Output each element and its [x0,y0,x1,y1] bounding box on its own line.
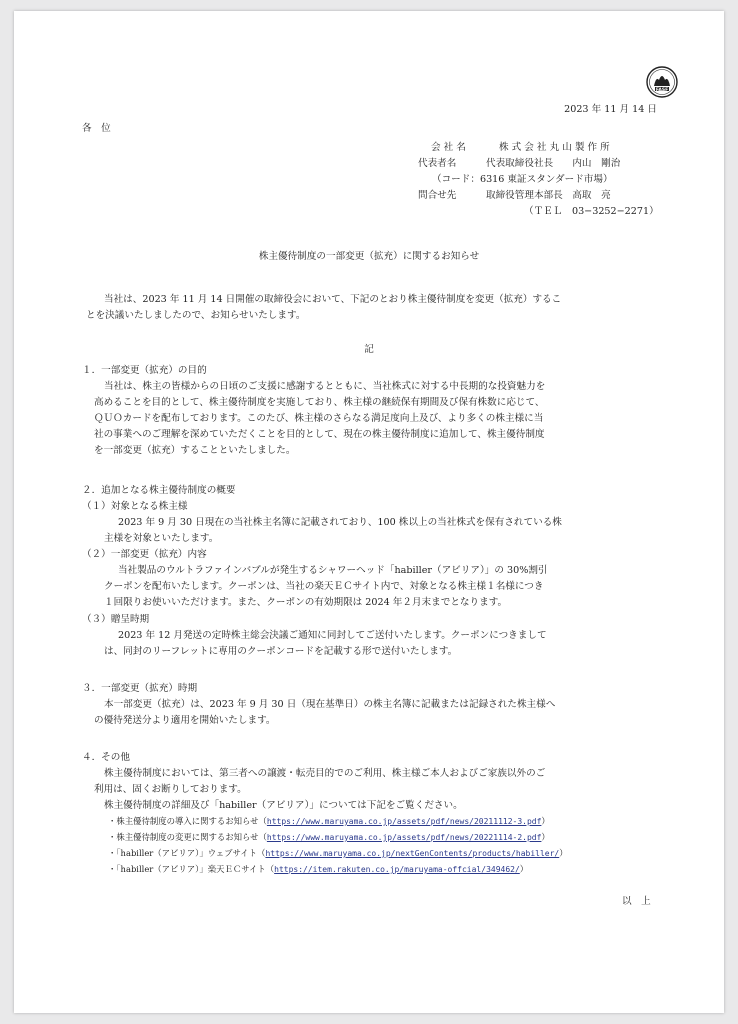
section-2-sub-2-line: クーポンを配布いたします。クーポンは、当社の楽天ＥＣサイト内で、対象となる株主様１名様につき [104,581,544,592]
section-3-line: 本一部変更（拡充）は、2023 年 9 月 30 日（現在基準日）の株主名簿に記載または記録された株主様へ [104,699,556,710]
section-3-line: の優待発送分より適用を開始いたします。 [94,715,276,726]
intro-line-2: とを決議いたしましたので、お知らせいたします。 [86,310,306,321]
company-name: 株 式 会 社 丸 山 製 作 所 [499,142,610,153]
reference-link-label: ・株主優待制度の変更に関するお知らせ（ [108,832,267,842]
reference-link-label: ・「habiller（アビリア）」楽天ＥＣサイト（ [108,864,275,874]
section-2-sub-1-heading: （１）対象となる株主様 [82,501,188,512]
logo-lettering: FASF [655,88,669,93]
section-1-line: 高めることを目的として、株主優待制度を実施しており、株主様の継続保有期間及び保有株数に応じて、 [94,397,545,408]
reference-link-close: ） [541,832,550,842]
company-name-row [431,140,610,156]
contact-row [418,188,611,204]
section-1-line: ＱＵＯカードを配布しております。このたび、株主様のさらなる満足度向上及び、より多くの株主様に当 [94,413,544,424]
document-date: 2023 年 11 月 14 日 [564,104,657,115]
section-4-line: 株主優待制度の詳細及び「habiller（アビリア）」については下記をご覧ください。 [104,800,463,811]
representative-label: 代表者名 [418,158,457,169]
reference-link-close: ） [541,816,550,826]
reference-link-url[interactable]: https://item.rakuten.co.jp/maruyama-offcial/349462/ [274,865,520,874]
section-1-line: を一部変更（拡充）することといたしました。 [94,445,296,456]
ki-mark: 記 [364,344,374,355]
section-2-sub-3-line: 2023 年 12 月発送の定時株主総会決議ご通知に同封してご送付いたします。クーポンにつきまして [118,630,547,641]
addressee: 各 位 [82,123,111,134]
document-title: 株主優待制度の一部変更（拡充）に関するお知らせ [258,251,480,262]
reference-link-close: ） [559,848,568,858]
reference-link-item [108,862,528,878]
section-1-heading: １．一部変更（拡充）の目的 [82,365,207,376]
company-logo [646,66,678,98]
section-4-line: 株主優待制度においては、第三者への譲渡・転売目的でのご利用、株主様ご本人およびご家族以外のご [104,768,546,779]
stock-code: （コード：6316 東証スタンダード市場） [432,174,613,185]
section-2-sub-2-line: １回限りお使いいただけます。また、クーポンの有効期限は 2024 年２月末までとなります。 [104,597,508,608]
section-2-sub-1-line: 主様を対象といたします。 [104,533,219,544]
reference-link-item [108,846,568,862]
section-1-line: 社の事業へのご理解を深めていただくことを目的として、現在の株主優待制度に追加して、株主優待制度 [94,429,545,440]
reference-link-label: ・株主優待制度の導入に関するお知らせ（ [108,816,267,826]
section-2-sub-3-line: は、同封のリーフレットに専用のクーポンコードを記載する形で送付いたします。 [104,646,458,657]
reference-link-label: ・「habiller（アビリア）」ウェブサイト（ [108,848,266,858]
representative-name: 代表取締役社長 内山 剛治 [486,158,621,169]
section-2-sub-3-heading: （３）贈呈時期 [82,614,150,625]
reference-link-url[interactable]: https://www.maruyama.co.jp/assets/pdf/news/20221114-2.pdf [266,833,542,842]
reference-link-url[interactable]: https://www.maruyama.co.jp/nextGenContents/products/habiller/ [265,849,560,858]
reference-link-close: ） [519,864,529,874]
contact-tel: （ＴＥＬ 03−3252−2271） [524,206,659,217]
reference-link-item [108,814,550,830]
section-2-sub-1-line: 2023 年 9 月 30 日現在の当社株主名簿に記載されており、100 株以上の当社株式を保有されている株 [118,517,562,528]
section-4-line: 利用は、固くお断りしております。 [94,784,247,795]
contact-person: 取締役管理本部長 高取 亮 [486,190,611,201]
contact-label: 問合せ先 [418,190,457,201]
section-1-line: 当社は、株主の皆様からの日頃のご支援に感謝するとともに、当社株式に対する中長期的な投資魅力を [104,381,546,392]
section-2-sub-2-heading: （２）一部変更（拡充）内容 [82,549,207,560]
section-3-heading: ３．一部変更（拡充）時期 [82,683,198,694]
document-page [14,11,724,1013]
intro-line-1: 当社は、2023 年 11 月 14 日開催の取締役会において、下記のとおり株主優待制度を変更（拡充）するこ [104,294,562,305]
representative-row [418,156,620,172]
section-4-heading: ４．その他 [82,752,130,763]
reference-link-item [108,830,550,846]
closing-mark: 以 上 [622,896,651,907]
company-name-label: 会 社 名 [431,142,466,153]
section-2-heading: ２．追加となる株主優待制度の概要 [82,485,236,496]
section-2-sub-2-line: 当社製品のウルトラファインバブルが発生するシャワーヘッド「habiller（アビリア）」の 30%割引 [118,565,548,576]
reference-link-url[interactable]: https://www.maruyama.co.jp/assets/pdf/news/20211112-3.pdf [266,817,542,826]
